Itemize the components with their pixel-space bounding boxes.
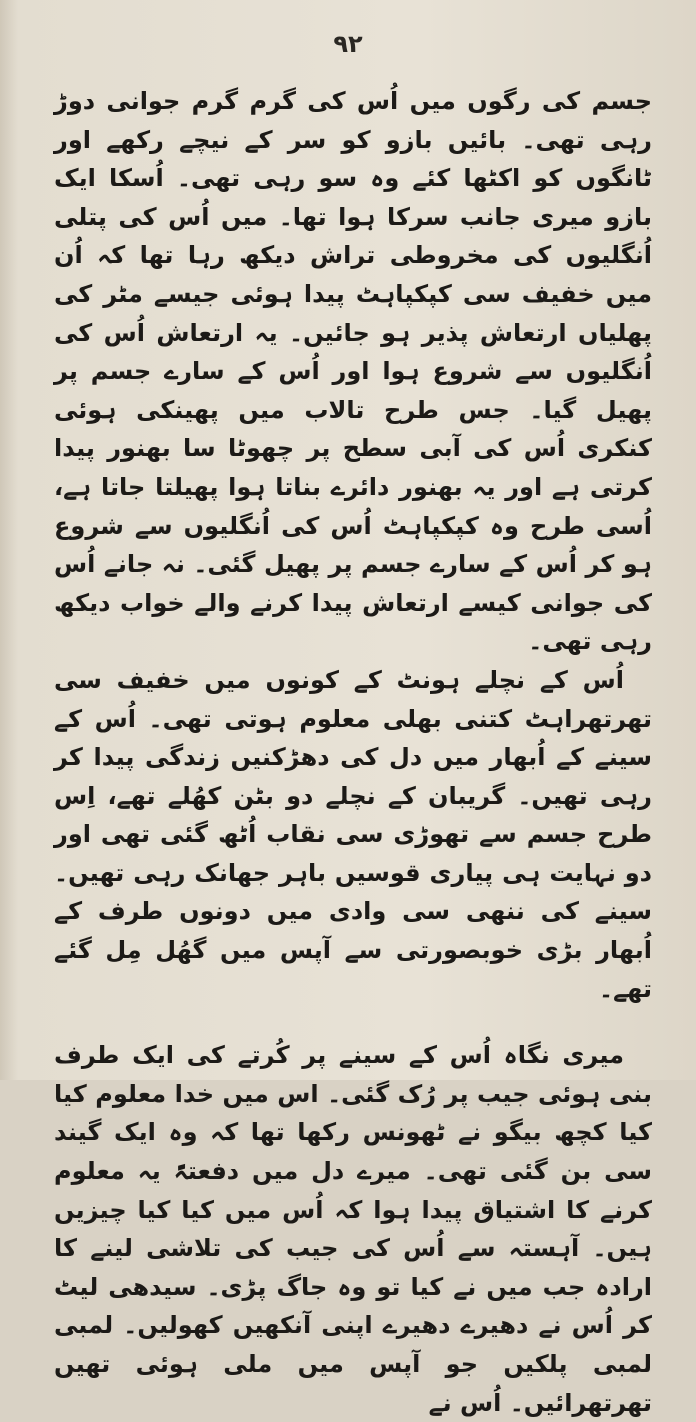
paragraph-1: جسم کی رگوں میں اُس کی گرم گرم جوانی دوڑ رہی تھی۔ بائیں بازو کو سر کے نیچے رکھے اور ٹانگوں کو اکٹھا کئے وہ سو رہی تھی۔ اُسکا ایک بازو میری جانب سرکا ہوا تھا۔ میں اُس کی پتلی اُنگلیوں کی مخروطی تراش دیکھ رہا تھا کہ اُن میں خفیف سی کپکپاہٹ پیدا ہوئی جیسے مٹر کی پھلیاں ارتعاش پذیر ہو جائیں۔ یہ ارتعاش اُس کی اُنگلیوں سے شروع ہوا اور اُس کے سارے جسم پر پھیل گیا۔ جس طرح تالاب میں پھینکی ہوئی کنکری اُس کی آبی سطح پر چھوٹا سا بھنور پیدا کرتی ہے اور یہ بھنور دائرے بناتا ہوا پھیلتا جاتا ہے، اُسی طرح وہ کپکپاہٹ اُس کی اُنگلیوں سے شروع ہو کر اُس کے سارے جسم پر پھیل گئی۔ نہ جانے اُس کی جوانی کیسے ارتعاش پیدا کرنے والے خواب دیکھ رہی تھی۔: [54, 87, 652, 656]
paragraph-gap: [54, 1008, 652, 1036]
paragraph-3: میری نگاہ اُس کے سینے پر کُرتے کی ایک طرف بنی ہوئی جیب پر رُک گئی۔ اس میں خدا معلوم کیا کیا کچھ بیگو نے ٹھونس رکھا تھا کہ وہ ایک گیند سی بن گئی تھی۔ میرے دل میں دفعتہً یہ معلوم کرنے کا اشتیاق پیدا ہوا کہ اُس میں کیا کیا چیزیں ہیں۔ آہستہ سے اُس کی جیب کی تلاشی لینے کا ارادہ جب میں نے کیا تو وہ جاگ پڑی۔ سیدھی لیٹ کر اُس نے دھیرے دھیرے اپنی آنکھیں کھولیں۔ لمبی لمبی پلکیں جو آپس میں ملی ہوئی تھیں تھرتھرائیں۔ اُس نے: [54, 1041, 652, 1417]
body-text: [54, 82, 652, 1422]
page-number: ۹۲: [333, 30, 363, 58]
paragraph-2: اُس کے نچلے ہونٹ کے کونوں میں خفیف سی تھرتھراہٹ کتنی بھلی معلوم ہوتی تھی۔ اُس کے سینے کے اُبھار میں دل کی دھڑکنیں زندگی پیدا کر رہی تھیں۔ گریبان کے نچلے دو بٹن کھُلے تھے، اِس طرح جسم سے تھوڑی سی نقاب اُٹھ گئی تھی اور دو نہایت ہی پیاری قوسیں باہر جھانک رہی تھیں۔ سینے کی ننھی سی وادی میں دونوں طرف کے اُبھار بڑی خوبصورتی سے آپس میں گھُل مِل گئے تھے۔: [54, 665, 652, 1003]
